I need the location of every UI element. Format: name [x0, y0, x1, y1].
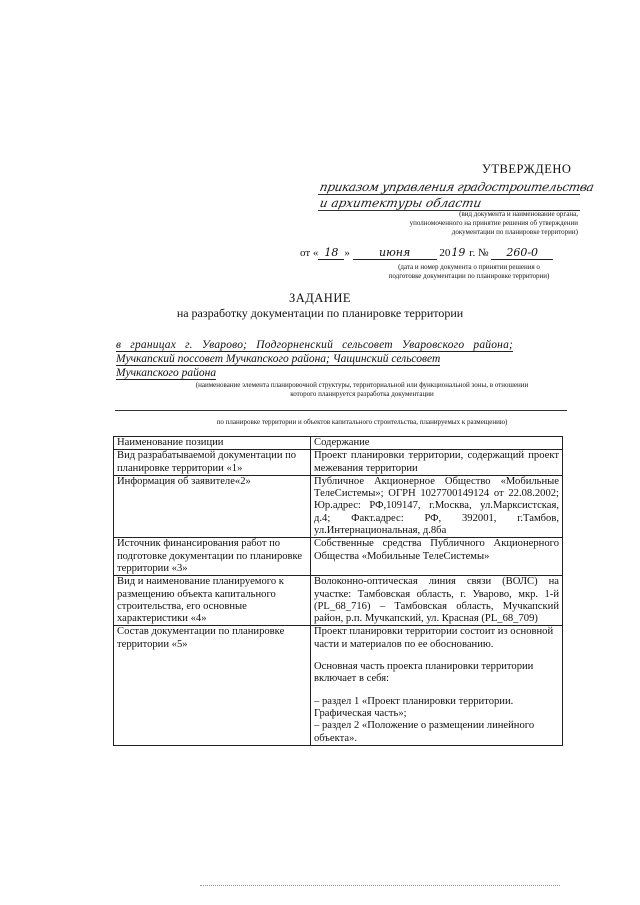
handwritten-approver-line1: приказом управления градостроительства	[318, 180, 596, 194]
year-field: 19	[451, 246, 466, 259]
scope-caption-2: по планировке территории и объектов капитального строительства, планируемых к размещению)	[216, 418, 508, 426]
document-title: ЗАДАНИЕ	[288, 291, 352, 305]
scope-line-2: Мучкапский поссовет Мучкапского района; Чащинский сельсовет	[116, 353, 441, 365]
month-field: июня	[353, 246, 437, 260]
date-number-caption: (дата и номер документа о принятии решения о подготовке документации по планировке территории)	[388, 263, 550, 280]
page-bottom-edge	[200, 885, 560, 886]
blank-underline	[115, 410, 567, 411]
table-row: Вид разрабатываемой документации по планировке территории «1» Проект планировки территории, содержащий проект межевания территории	[114, 450, 563, 476]
handwritten-approver-line2: и архитектуры области	[318, 196, 483, 210]
doc-type-caption: (вид документа и наименование органа, уполномоченного на принятие решения об утверждении документации по планировке территории)	[409, 210, 578, 236]
approved-label: УТВЕРЖДЕНО	[482, 162, 572, 176]
scope-caption: (наименование элемента планировочной структуры, территориальной или функциональной зоны, в отношении которого планируется разработка документации	[195, 381, 529, 398]
scope-line-3: Мучкапского района	[116, 367, 217, 379]
table-row: Информация об заявителе«2» Публичное Акционерное Общество «Мобильные ТелеСистемы»; ОГРН 1027700149124 от 22.08.2002; Юр.адрес: РФ,109147, г.Москва, ул.Марксистская, д.4; Факт.адрес: РФ, 392001, г.Тамбов, ул.Интернациональная, д.8ба	[114, 475, 563, 537]
scope-line-1: в границах г. Уварово; Подгорненский сельсовет Уваровского района;	[116, 339, 514, 351]
table-row: Состав документации по планировке территории «5» Проект планировки территории состоит из основной части и материалов по ее обоснованию. Основная часть проекта планировки территории включает в себя: – раздел 1 «Проект планировки территории. Графическая часть»; – раздел 2 «Положение о размещении линейного объекта».	[114, 626, 563, 745]
table-row: Источник финансирования работ по подготовке документации по планировке территории «3» Собственные средства Публичного Акционерного Общества «Мобильные ТелеСистемы»	[114, 538, 563, 576]
document-subtitle: на разработку документации по планировке территории	[176, 306, 464, 320]
day-field: 18	[318, 246, 344, 260]
table-header-row	[114, 437, 563, 450]
header-cell: Наименование позиции	[114, 437, 311, 450]
header-cell: Содержание	[311, 437, 563, 450]
documentation-composition-cell: Проект планировки территории состоит из основной части и материалов по ее обоснованию. Основная часть проекта планировки территории включает в себя: – раздел 1 «Проект планировки территории. Графическая часть»; – раздел 2 «Положение о размещении линейного объекта».	[311, 626, 563, 745]
number-field: 260-0	[491, 246, 553, 260]
task-table	[113, 436, 563, 746]
decision-date-line: от « 18 » июня 2019 г. № 260-0	[300, 246, 553, 260]
underline	[318, 194, 580, 195]
table-row: Вид и наименование планируемого к размещению объекта капитального строительства, его основные характеристики «4» Волоконно-оптическая линия связи (ВОЛС) на участке: Тамбовская область, г. Уварово, мкр. 1-й (PL_68_716) – Тамбовская область, Мучкапский район, р.п. Мучкапский, ул. Красная (PL_68_709)	[114, 576, 563, 626]
